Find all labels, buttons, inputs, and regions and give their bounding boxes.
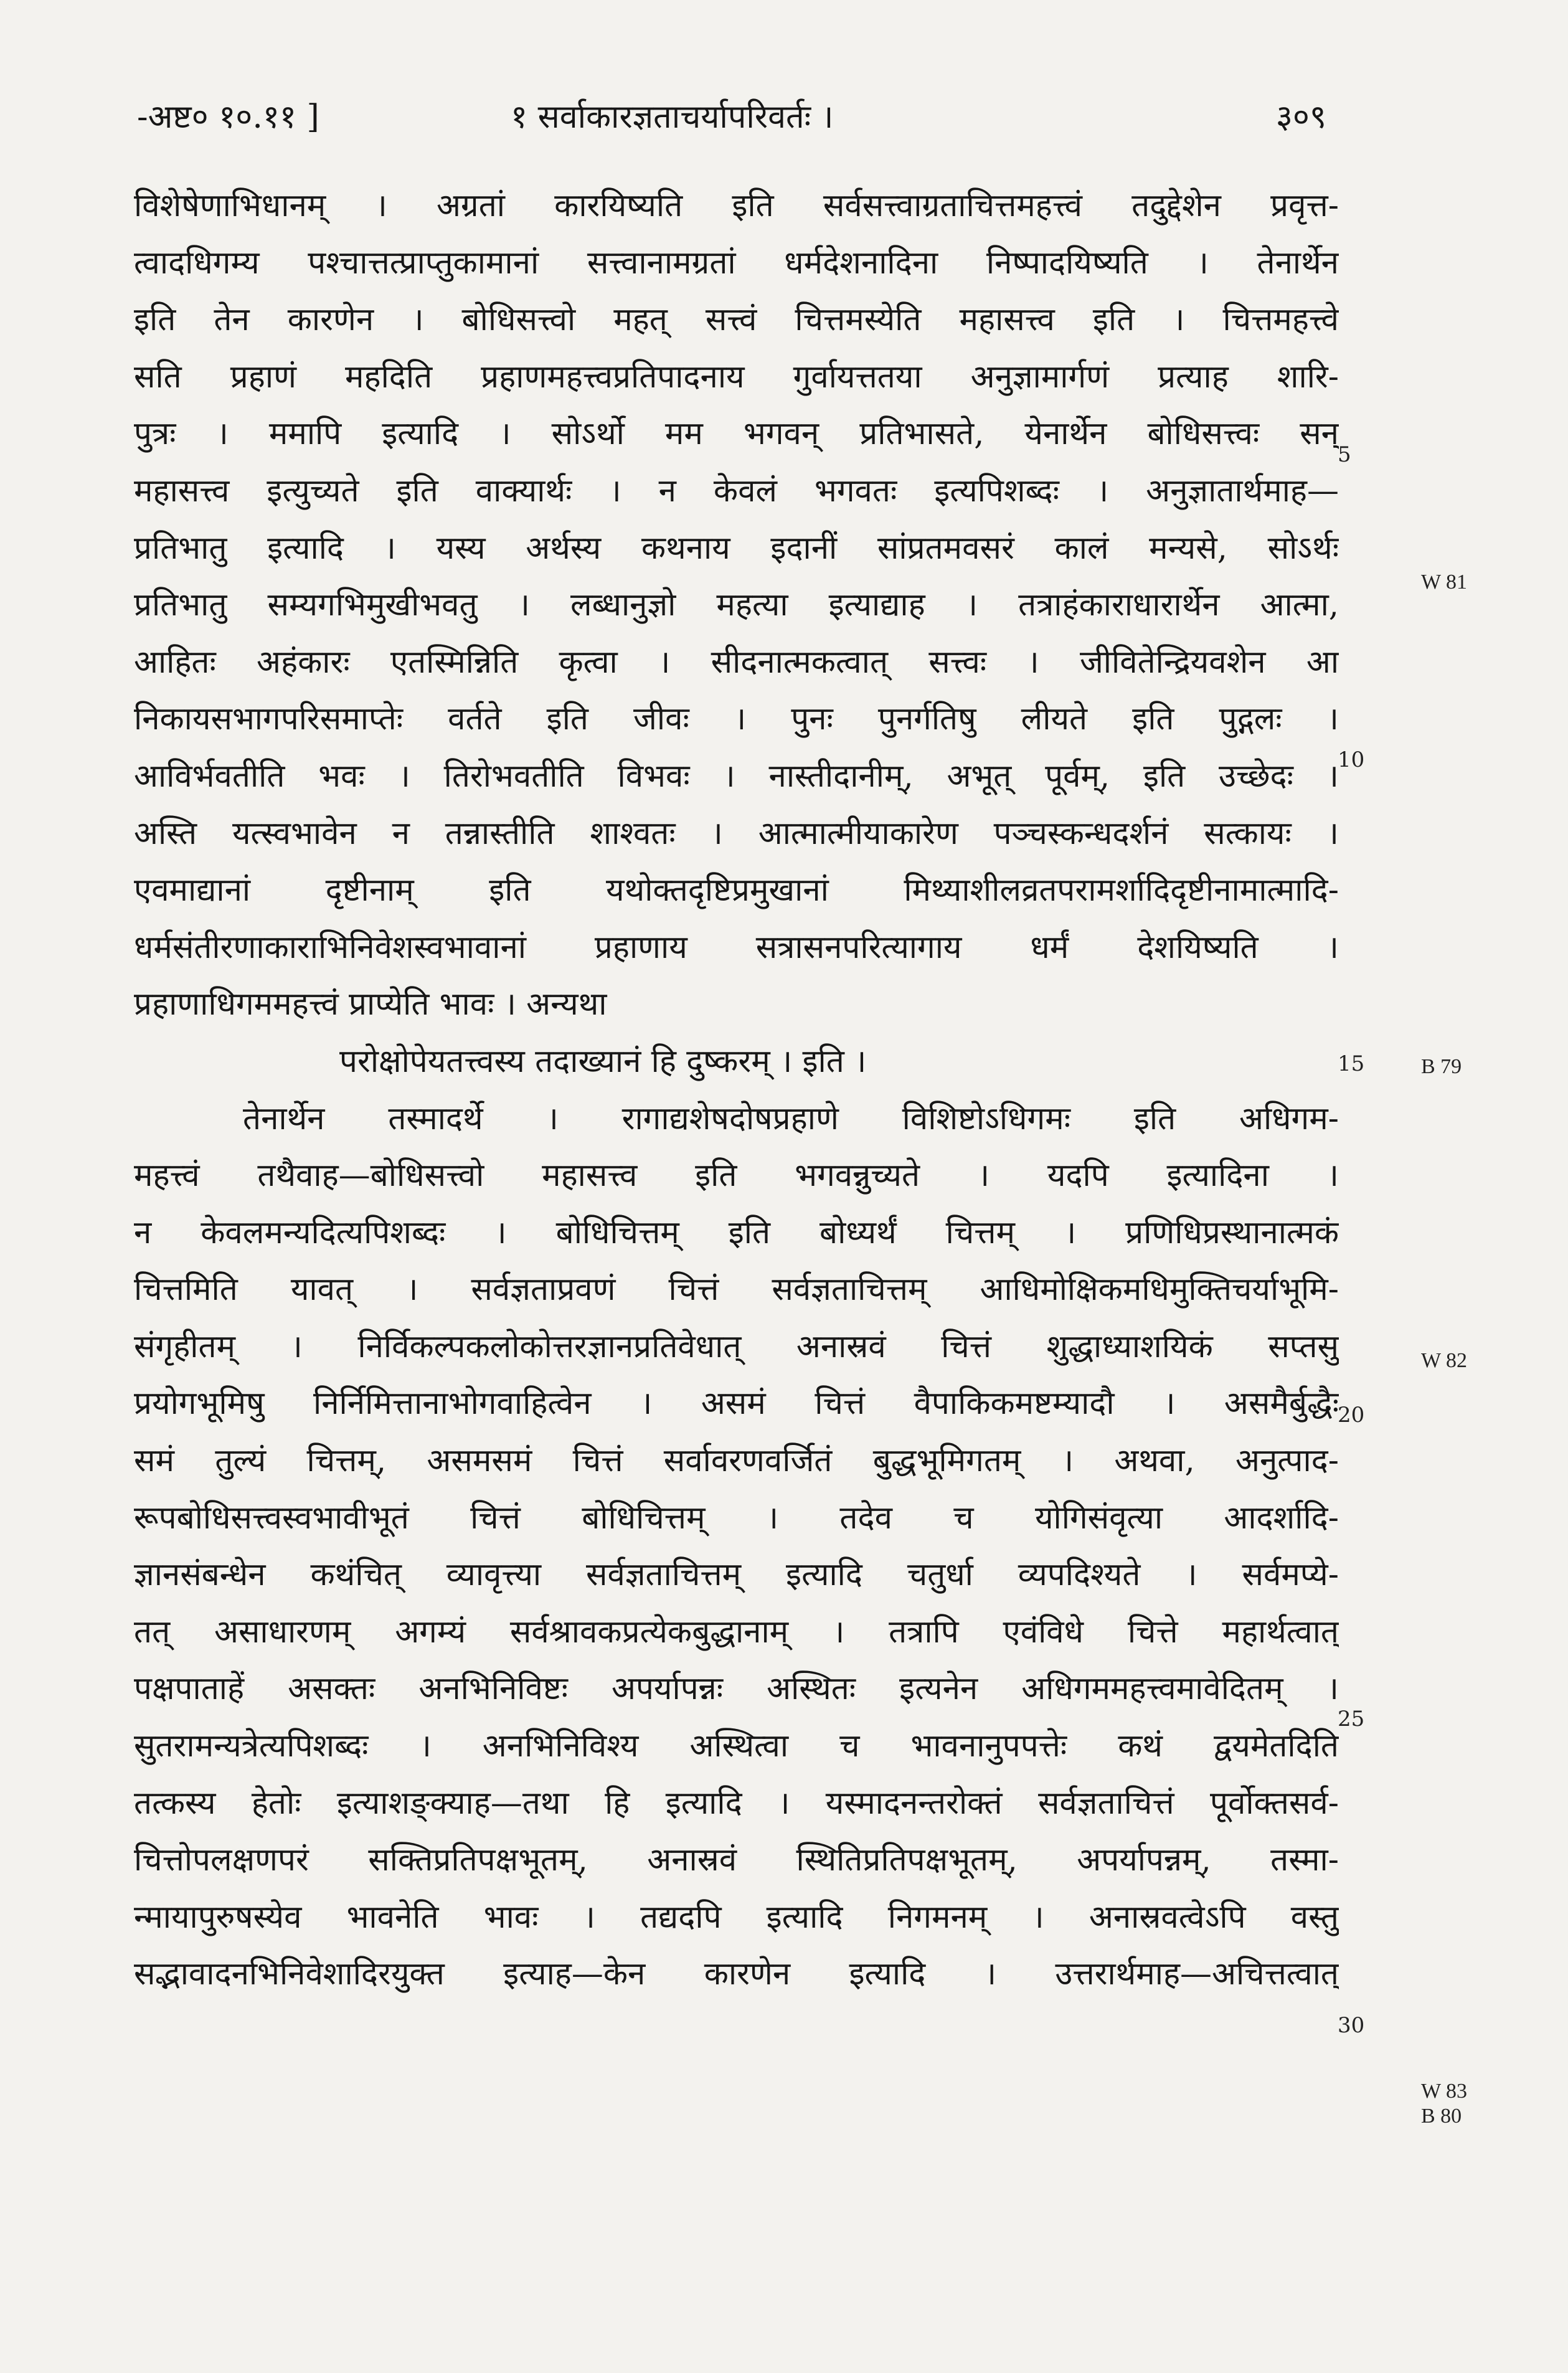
section-reference: -अष्ट० १०.११ ] bbox=[137, 98, 319, 136]
text-line: आहितः अहंकारः एतस्मिन्निति कृत्वा । सीदनात्मकत्वात् सत्त्वः । जीवितेन्द्रियवशेन आ bbox=[134, 643, 1339, 681]
line-number: 10 bbox=[1338, 747, 1365, 772]
line-number: 20 bbox=[1338, 1403, 1365, 1428]
commentary-text bbox=[134, 178, 1339, 2003]
text-line: प्रतिभातु इत्यादि । यस्य अर्थस्य कथनाय इदानीं सांप्रतमवसरं कालं मन्यसे, सोऽर्थः bbox=[134, 529, 1339, 567]
line-number: 30 bbox=[1338, 2013, 1365, 2038]
text-line: न्मायापुरुषस्येव भावनेति भावः । तद्यदपि इत्यादि निगमनम् । अनास्रवत्वेऽपि वस्तु bbox=[134, 1898, 1339, 1936]
text-line: आविर्भवतीति भवः । तिरोभवतीति विभवः । नास्तीदानीम्, अभूत् पूर्वम्, इति उच्छेदः । bbox=[134, 757, 1339, 795]
line-number: 5 bbox=[1338, 442, 1351, 467]
line-number: 25 bbox=[1338, 1707, 1365, 1731]
manuscript-reference: W 83 B 80 bbox=[1421, 2080, 1467, 2128]
text-line: प्रयोगभूमिषु निर्निमित्तानाभोगवाहित्वेन । असमं चित्तं वैपाकिकमष्टम्यादौ । असमैर्बुद्धैः bbox=[134, 1385, 1339, 1423]
page-header bbox=[137, 93, 1333, 143]
text-line: सद्भावादनभिनिवेशादिरयुक्त इत्याह—केन कारणेन इत्यादि । उत्तरार्थमाह—अचित्तत्वात् bbox=[134, 1956, 1339, 1993]
text-line: एवमाद्यानां दृष्टीनाम् इति यथोक्तदृष्टिप्रमुखानां मिथ्याशीलव्रतपरामर्शादिदृष्टीनामात्मादि- bbox=[134, 872, 1339, 909]
text-line: निकायसभागपरिसमाप्तेः वर्तते इति जीवः । पुनः पुनर्गतिषु लीयते इति पुद्गलः । bbox=[134, 701, 1339, 738]
quoted-verse: परोक्षोपेयतत्त्वस्य तदाख्यानं हि दुष्करम् । इति । bbox=[339, 1043, 867, 1080]
line-number: 15 bbox=[1338, 1051, 1365, 1076]
text-line: सति प्रहाणं महदिति प्रहाणमहत्त्वप्रतिपादनाय गुर्वायत्ततया अनुज्ञामार्गणं प्रत्याह शारि- bbox=[134, 358, 1339, 396]
text-line: चित्तोपलक्षणपरं सक्तिप्रतिपक्षभूतम्, अनास्रवं स्थितिप्रतिपक्षभूतम्, अपर्यापन्नम्, तस्मा- bbox=[134, 1842, 1339, 1879]
text-line: त्वादधिगम्य पश्चात्तत्प्राप्तुकामानां सत्त्वानामग्रतां धर्मदेशनादिना निष्पादयिष्यति । तेनार्थेन bbox=[134, 244, 1339, 282]
manuscript-reference: B 79 bbox=[1421, 1055, 1462, 1078]
manuscript-reference: W 82 bbox=[1421, 1349, 1467, 1372]
running-title: १ सर्वाकारज्ञताचर्यापरिवर्तः । bbox=[511, 98, 834, 136]
text-line: पक्षपाताहें असक्तः अनभिनिविष्टः अपर्यापन्नः अस्थितः इत्यनेन अधिगममहत्त्वमावेदितम् । bbox=[134, 1670, 1339, 1708]
text-line: रूपबोधिसत्त्वस्वभावीभूतं चित्तं बोधिचित्तम् । तदेव च योगिसंवृत्या आदर्शादि- bbox=[134, 1499, 1339, 1537]
text-line: तेनार्थेन तस्मादर्थे । रागाद्यशेषदोषप्रहाणे विशिष्टोऽधिगमः इति अधिगम- bbox=[243, 1100, 1339, 1137]
text-line: सुतरामन्यत्रेत्यपिशब्दः । अनभिनिविश्य अस्थित्वा च भावनानुपपत्तेः कथं द्वयमेतदिति bbox=[134, 1728, 1339, 1765]
text-line: महत्त्वं तथैवाह—बोधिसत्त्वो महासत्त्व इति भगवन्नुच्यते । यदपि इत्यादिना । bbox=[134, 1157, 1339, 1195]
text-line: ज्ञानसंबन्धेन कथंचित् व्यावृत्त्या सर्वज्ञताचित्तम् इत्यादि चतुर्धा व्यपदिश्यते । सर्वमप्ये- bbox=[134, 1556, 1339, 1594]
text-line: महासत्त्व इत्युच्यते इति वाक्यार्थः । न केवलं भगवतः इत्यपिशब्दः । अनुज्ञातार्थमाह— bbox=[134, 472, 1339, 509]
text-line: तत्कस्य हेतोः इत्याशङ्क्याह—तथा हि इत्यादि । यस्मादनन्तरोक्तं सर्वज्ञताचित्तं पूर्वोक्तसर्व- bbox=[134, 1784, 1339, 1822]
text-line: समं तुल्यं चित्तम्, असमसमं चित्तं सर्वावरणवर्जितं बुद्धभूमिगतम् । अथवा, अनुत्पाद- bbox=[134, 1442, 1339, 1480]
text-line: इति तेन कारणेन । बोधिसत्त्वो महत् सत्त्वं चित्तमस्येति महासत्त्व इति । चित्तमहत्त्वे bbox=[134, 301, 1339, 339]
text-line: तत् असाधारणम् अगम्यं सर्वश्रावकप्रत्येकबुद्धानाम् । तत्रापि एवंविधे चित्ते महार्थत्वात् bbox=[134, 1613, 1339, 1651]
text-line: चित्तमिति यावत् । सर्वज्ञताप्रवणं चित्तं सर्वज्ञताचित्तम् आधिमोक्षिकमधिमुक्तिचर्याभूमि- bbox=[134, 1271, 1339, 1309]
page-number: ३०९ bbox=[1275, 98, 1326, 136]
text-line: प्रतिभातु सम्यगभिमुखीभवतु । लब्धानुज्ञो महत्या इत्याद्याह । तत्राहंकाराधारार्थेन आत्मा, bbox=[134, 587, 1339, 624]
text-line: अस्ति यत्स्वभावेन न तन्नास्तीति शाश्वतः । आत्मात्मीयाकारेण पञ्चस्कन्धदर्शनं सत्कायः । bbox=[134, 815, 1339, 852]
text-line: धर्मसंतीरणाकाराभिनिवेशस्वभावानां प्रहाणाय सत्रासनपरित्यागाय धर्मं देशयिष्यति । bbox=[134, 929, 1339, 966]
text-line: पुत्रः । ममापि इत्यादि । सोऽर्थो मम भगवन् प्रतिभासते, येनार्थेन बोधिसत्त्वः सन् bbox=[134, 415, 1339, 453]
text-line: विशेषेणाभिधानम् । अग्रतां कारयिष्यति इति सर्वसत्त्वाग्रताचित्तमहत्त्वं तदुद्देशेन प्रवृत्त- bbox=[134, 187, 1339, 224]
text-line: न केवलमन्यदित्यपिशब्दः । बोधिचित्तम् इति बोध्यर्थं चित्तम् । प्रणिधिप्रस्थानात्मकं bbox=[134, 1214, 1339, 1251]
text-line: संगृहीतम् । निर्विकल्पकलोकोत्तरज्ञानप्रतिवेधात् अनास्रवं चित्तं शुद्धाध्याशयिकं सप्तसु bbox=[134, 1328, 1339, 1365]
text-line: प्रहाणाधिगममहत्त्वं प्राप्येति भावः । अन्यथा bbox=[134, 986, 607, 1023]
manuscript-reference: W 81 bbox=[1421, 571, 1467, 594]
